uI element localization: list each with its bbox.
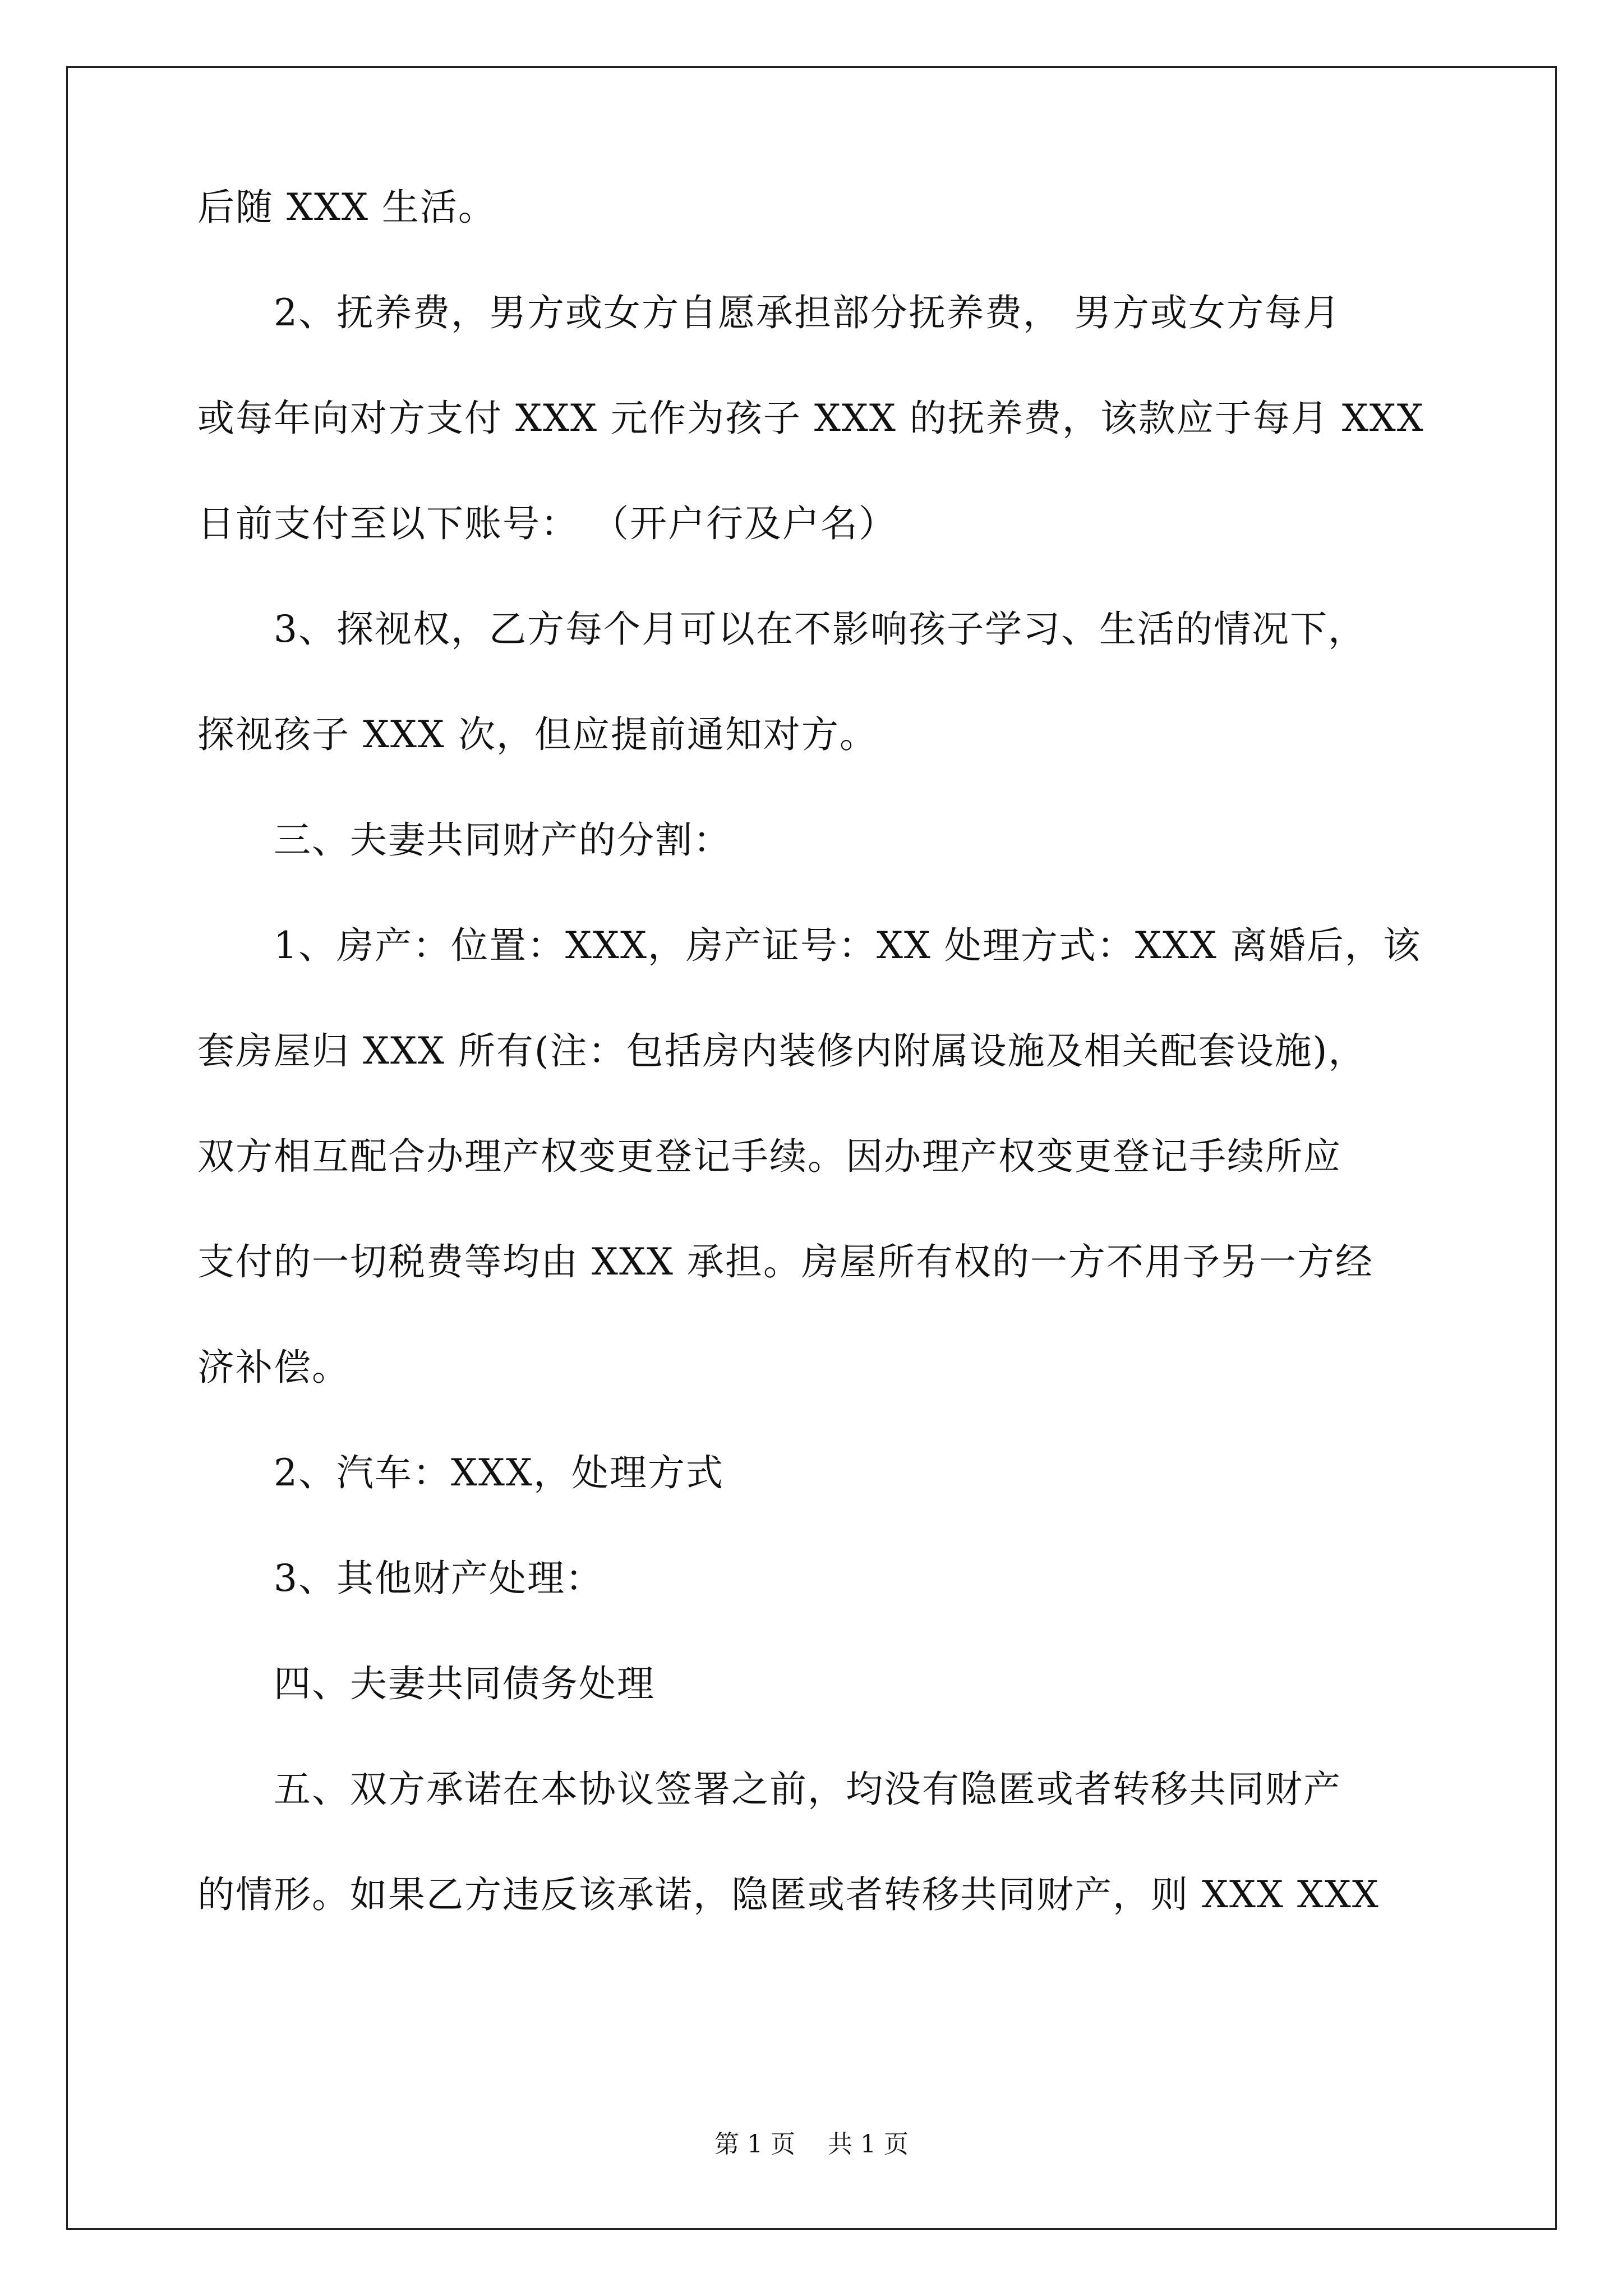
- text-line: 或每年向对方支付 XXX 元作为孩子 XXX 的抚养费，该款应于每月 XXX: [197, 397, 1424, 440]
- text-line: 济补偿。: [197, 1346, 350, 1389]
- text-line: 后随 XXX 生活。: [197, 186, 496, 229]
- text-line: 3、其他财产处理：: [197, 1557, 603, 1600]
- page-number-footer: 第 1 页 共 1 页: [714, 2130, 909, 2159]
- text-line: 探视孩子 XXX 次，但应提前通知对方。: [197, 713, 878, 756]
- text-line: 双方相互配合办理产权变更登记手续。因办理产权变更登记手续所应: [197, 1135, 1341, 1178]
- text-line: 支付的一切税费等均由 XXX 承担。房屋所有权的一方不用予另一方经: [197, 1240, 1373, 1283]
- text-line: 2、汽车：XXX，处理方式: [197, 1451, 724, 1494]
- section-heading: 三、夫妻共同财产的分割：: [197, 818, 731, 862]
- text-line: 五、双方承诺在本协议签署之前，均没有隐匿或者转移共同财产: [197, 1768, 1341, 1811]
- section-heading: 四、夫妻共同债务处理: [197, 1662, 655, 1705]
- text-line: 的情形。如果乙方违反该承诺，隐匿或者转移共同财产，则 XXX XXX: [197, 1873, 1380, 1916]
- text-line: 套房屋归 XXX 所有(注：包括房内装修内附属设施及相关配套设施)，: [197, 1029, 1367, 1073]
- text-line: 1、房产：位置：XXX，房产证号：XX 处理方式：XXX 离婚后，该: [197, 924, 1421, 967]
- text-line: 2、抚养费，男方或女方自愿承担部分抚养费， 男方或女方每月: [197, 291, 1341, 334]
- text-line: 3、探视权，乙方每个月可以在不影响孩子学习、生活的情况下，: [197, 608, 1366, 651]
- text-line: 日前支付至以下账号： （开户行及户名）: [197, 502, 897, 545]
